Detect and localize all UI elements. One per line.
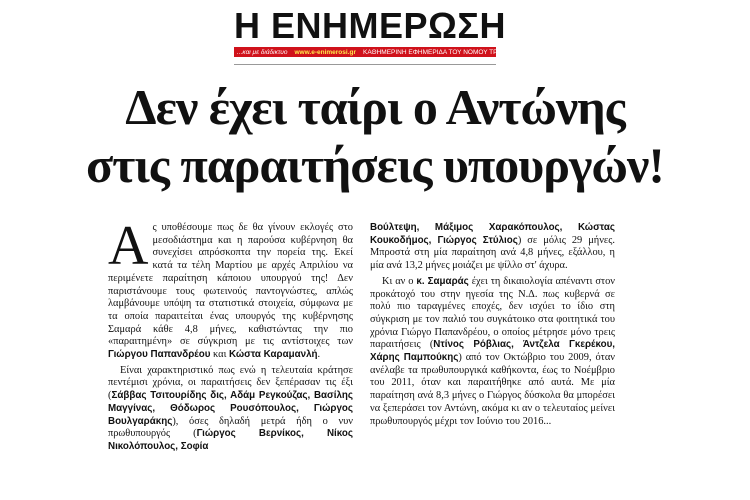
text-run: έχει τη δικαιολογία απέναντι στον προκάτοχό του στην ηγεσία της Ν.Δ. πως κυβερνά σε πολύ πιο ταραγμένες εποχές, δεν ισχύει το ίδιο στη σύγκριση με τον παλιό του συγκάτοικο στα φοιτητικά του χρόνια Γιώργο Παπανδρέου, ο οποίος μέτρησε μόνο τρεις παραιτήσεις ( (370, 275, 615, 351)
masthead-subtitle: ΚΑΘΗΜΕΡΙΝΗ ΕΦΗΜΕΡΙΔΑ ΤΟΥ ΝΟΜΟΥ ΤΡΙΚΑΛΩΝ (363, 48, 522, 56)
drop-cap: Α (108, 215, 149, 277)
text-run: . (317, 349, 321, 361)
masthead-info-line (234, 58, 496, 65)
text-run: ς υποθέσουμε πως δε θα γίνουν εκλογές στο μεσοδιάστημα και η παρούσα κυβέρνηση θα συνεχίσει απρόσκοπτα την πορεία της. Εκεί κατά τα τέλη Μαρτίου με αρχές Απριλίου να περιμένετε παραίτηση κάποιου υπουργού της! Δεν παριστάνουμε τους φωτεινούς παντογνώστες, απλώς λαμβάνουμε υπόψη τα στατιστικά στοιχεία, σύμφωνα με τα οποία παραιτείται ένας υπουργός της κυβέρνησης Σαμαρά κάθε 4,8 μήνες, καθιστώντας την πιο «παραιτημένη» σε σύγκριση με τις αντίστοιχες των (108, 222, 353, 348)
paragraph (370, 276, 615, 428)
text-run: ) από τον Οκτώβριο του 2009, όταν ανέλαβε τα πρωθυπουργικά καθήκοντα, έως το Νοέμβριο του 2011, όταν και παραιτήθηκε από αυτά. Με μία παραίτηση ανά 8,3 μήνες ο Γιώργος δύσκολα θα μπορέσει να ξεπεράσει τον Αντώνη, ακόμα κι αν ο τελευταίος μείνει πρωθυπουργός μέχρι τον Ιούνιο του 2016... (370, 352, 615, 427)
text-run: ), όσες δηλαδή μετρά ήδη ο νυν πρωθυπουργός ( (108, 415, 353, 440)
bold-names: Ντίνος Ρόβλιας, Άντζελα Γκερέκου, Χάρης Παμπούκης (370, 339, 615, 364)
text-run: Είναι χαρακτηριστικό πως ενώ η τελευταία κράτησε πεντέμισι χρόνια, οι παραιτήσεις δεν ξεπέρασαν τις έξι ( (108, 364, 353, 402)
paragraph (108, 365, 353, 454)
text-run: και (210, 349, 229, 361)
bold-names: Γιώργος Βερνίκος, Νίκος Νικολόπουλος, Σοφία (108, 428, 353, 452)
headline-line-2: στις παραιτήσεις υπουργών! (86, 137, 664, 193)
paragraph (108, 215, 353, 362)
headline-line-1: Δεν έχει ταίρι ο Αντώνης (125, 79, 625, 135)
masthead-url: www.e-enimerosi.gr (294, 48, 356, 56)
article-column-1 (108, 215, 353, 457)
masthead-tag: ...και με διάδικτυο (237, 48, 288, 56)
article-headline (20, 78, 730, 194)
bold-name: Γιώργου Παπανδρέου (108, 349, 211, 361)
masthead (234, 5, 522, 64)
paragraph (370, 222, 615, 273)
bold-name: Κώστα Καραμανλή (229, 349, 318, 361)
masthead-bar (234, 47, 522, 57)
newspaper-title: Η ΕΝΗΜΕΡΩΣΗ (234, 5, 506, 46)
bold-names: Βούλτεψη, Μάξιμος Χαρακόπουλος, Κώστας Κουκοδήμος, Γιώργος Στύλιος (370, 222, 615, 246)
text-run: ) σε μόλις 29 μήνες. Μπροστά στη μία παραίτηση ανά 4,8 μήνες, εξάλλου, η μία ανά 13,2 μήνες μοιάζει με ψίλλο στ' άχυρα. (370, 234, 615, 272)
text-run: Κι αν ο (382, 275, 417, 287)
bold-name: κ. Σαμαράς (416, 275, 469, 287)
bold-names: Σάββας Τσιτουρίδης δις, Αδάμ Ρεγκούζας, Βασίλης Μαγγίνας, Θόδωρος Ρουσόπουλος, Γιώργος Βουλγαράκης (108, 390, 353, 427)
article-column-2 (370, 222, 615, 431)
